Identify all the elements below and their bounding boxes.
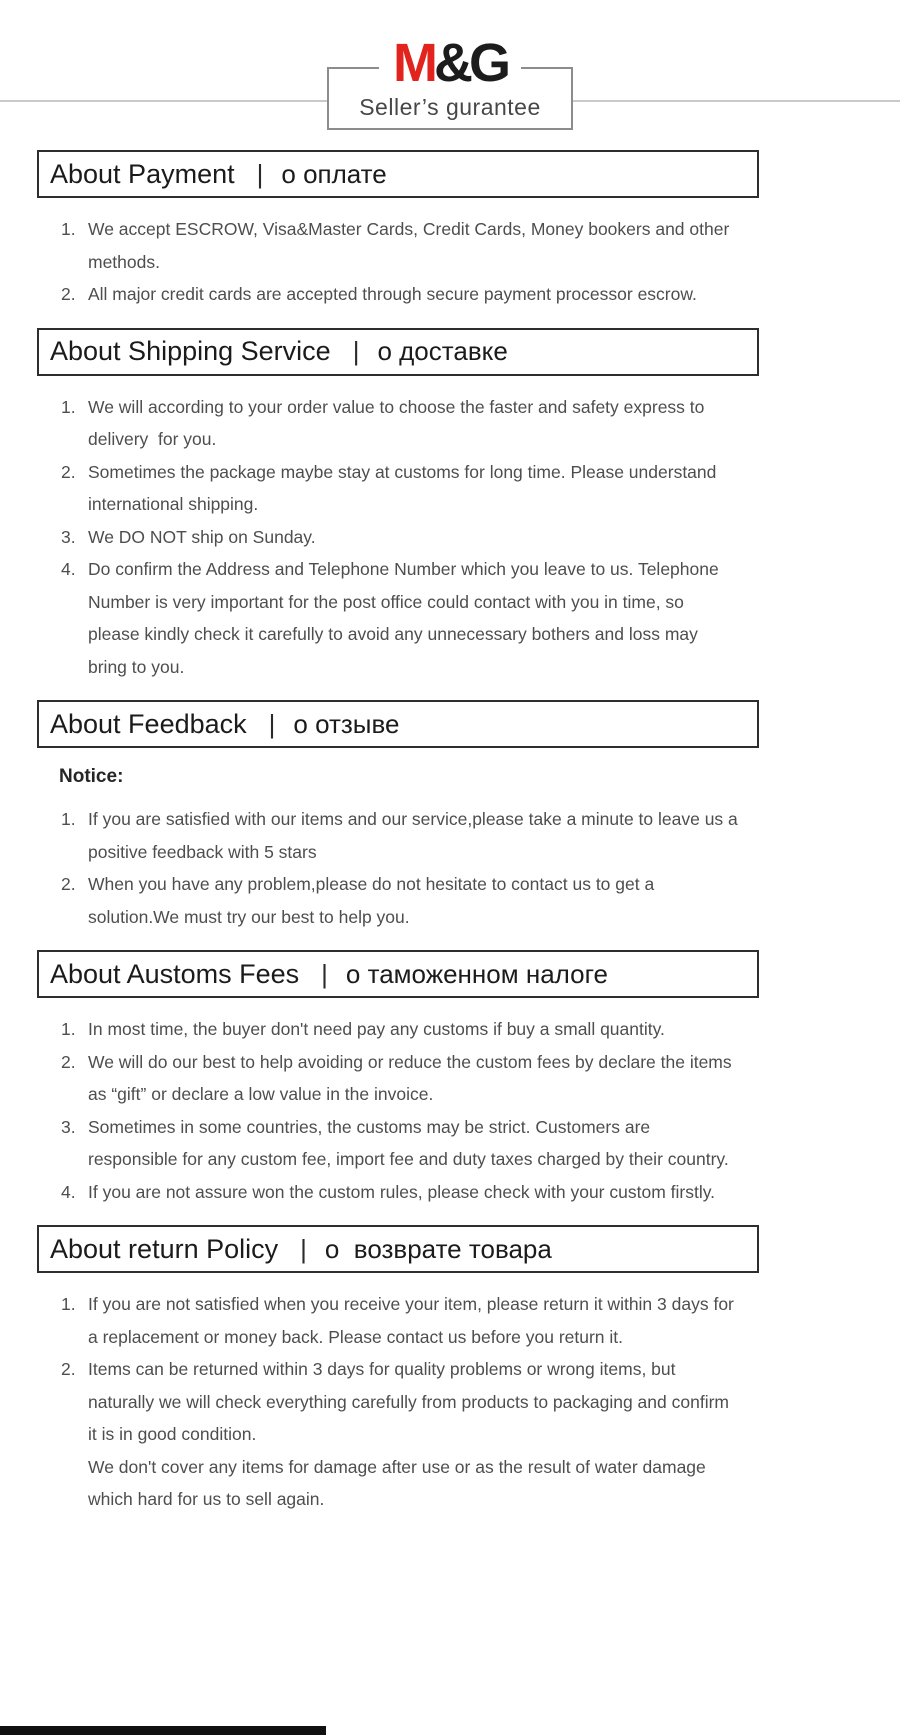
list-item	[61, 1111, 739, 1176]
section-title-ru: о оплате	[281, 158, 387, 189]
section-title-ru: о возврате товара	[324, 1233, 552, 1264]
section-title-en: About Feedback	[50, 708, 247, 739]
list-item-text: We will according to your order value to choose the faster and safety express to delivery for you.	[88, 396, 705, 449]
list-item-text: All major credit cards are accepted through secure payment processor escrow.	[88, 284, 697, 304]
section-feedback	[37, 700, 759, 933]
section-feedback-list	[37, 803, 739, 933]
list-item	[61, 553, 739, 683]
list-item	[61, 391, 739, 456]
list-item-text: If you are not satisfied when you receive your item, please return it within 3 days for a replacement or money back. Please contact us before you return it.	[88, 1294, 734, 1347]
section-shipping	[37, 328, 759, 684]
list-item-text: In most time, the buyer don't need pay any customs if buy a small quantity.	[88, 1019, 665, 1039]
logo-tagline: Seller’s gurantee	[359, 94, 541, 120]
list-item-text: Do confirm the Address and Telephone Number which you leave to us. Telephone Number is very important for the post office could contact with you in time, so please kindly check it carefully to avoid any unnecessary bothers and loss may bring to you.	[88, 559, 719, 677]
section-title-en: About return Policy	[50, 1233, 279, 1264]
title-separator: |	[256, 158, 264, 189]
list-item-text: We accept ESCROW, Visa&Master Cards, Credit Cards, Money bookers and other methods.	[88, 219, 730, 272]
mg-logo	[379, 33, 521, 93]
section-return-policy-header	[37, 1225, 759, 1273]
list-item	[61, 1046, 739, 1111]
logo-letter-m: M	[393, 33, 434, 93]
section-payment-header	[37, 150, 759, 198]
list-item-text: Sometimes in some countries, the customs may be strict. Customers are responsible for any custom fee, import fee and duty taxes charged by their country.	[88, 1116, 729, 1169]
section-payment-list	[37, 213, 739, 311]
title-separator: |	[352, 336, 360, 366]
logo-box	[327, 33, 573, 130]
section-payment	[37, 150, 759, 311]
content	[37, 150, 759, 1516]
list-item-text: If you are satisfied with our items and our service,please take a minute to leave us a positive feedback with 5 stars	[88, 809, 738, 862]
section-customs-fees	[37, 950, 759, 1208]
title-separator: |	[268, 708, 276, 739]
list-item	[61, 456, 739, 521]
section-title-en: About Payment	[50, 158, 235, 189]
section-title-en: About Austoms Fees	[50, 958, 300, 989]
list-item	[61, 803, 739, 868]
list-item-text: When you have any problem,please do not hesitate to contact us to get a solution.We must try our best to help you.	[88, 874, 655, 927]
section-return-policy	[37, 1225, 759, 1516]
list-item-continuation: We don't cover any items for damage after use or as the result of water damage which hard for us to sell again.	[88, 1456, 706, 1509]
section-title-ru: о таможенном налоге	[345, 958, 608, 989]
list-item-text: Items can be returned within 3 days for quality problems or wrong items, but naturally we will check everything carefully from products to packaging and confirm it is in good condition.	[88, 1359, 729, 1444]
title-separator: |	[321, 958, 328, 989]
banner	[0, 0, 900, 150]
section-title-en: About Shipping Service	[50, 336, 331, 366]
list-item	[61, 1013, 739, 1046]
notice-label: Notice:	[59, 766, 124, 787]
list-item-text: We DO NOT ship on Sunday.	[88, 526, 316, 547]
list-item	[61, 521, 739, 554]
section-feedback-header	[37, 700, 759, 748]
section-customs-fees-header	[37, 950, 759, 998]
list-item	[61, 1288, 739, 1353]
bottom-partial-bar	[0, 1726, 326, 1735]
section-shipping-list	[37, 391, 739, 684]
list-item	[61, 1353, 739, 1516]
list-item-text: If you are not assure won the custom rules, please check with your custom firstly.	[88, 1181, 716, 1202]
section-shipping-header	[37, 328, 759, 376]
title-separator: |	[300, 1233, 307, 1264]
list-item	[61, 213, 739, 278]
list-item-text: Sometimes the package maybe stay at customs for long time. Please understand international shipping.	[88, 461, 717, 514]
section-customs-fees-list	[37, 1013, 739, 1208]
list-item	[61, 1176, 739, 1209]
list-item	[61, 278, 739, 311]
section-title-ru: о доставке	[377, 336, 508, 366]
list-item-text: We will do our best to help avoiding or reduce the custom fees by declare the items as “gift” or declare a low value in the invoice.	[88, 1051, 732, 1104]
logo-letters-amp-g: &G	[433, 33, 507, 93]
section-return-policy-list	[37, 1288, 739, 1516]
list-item	[61, 868, 739, 933]
section-title-ru: о отзыве	[293, 708, 400, 739]
